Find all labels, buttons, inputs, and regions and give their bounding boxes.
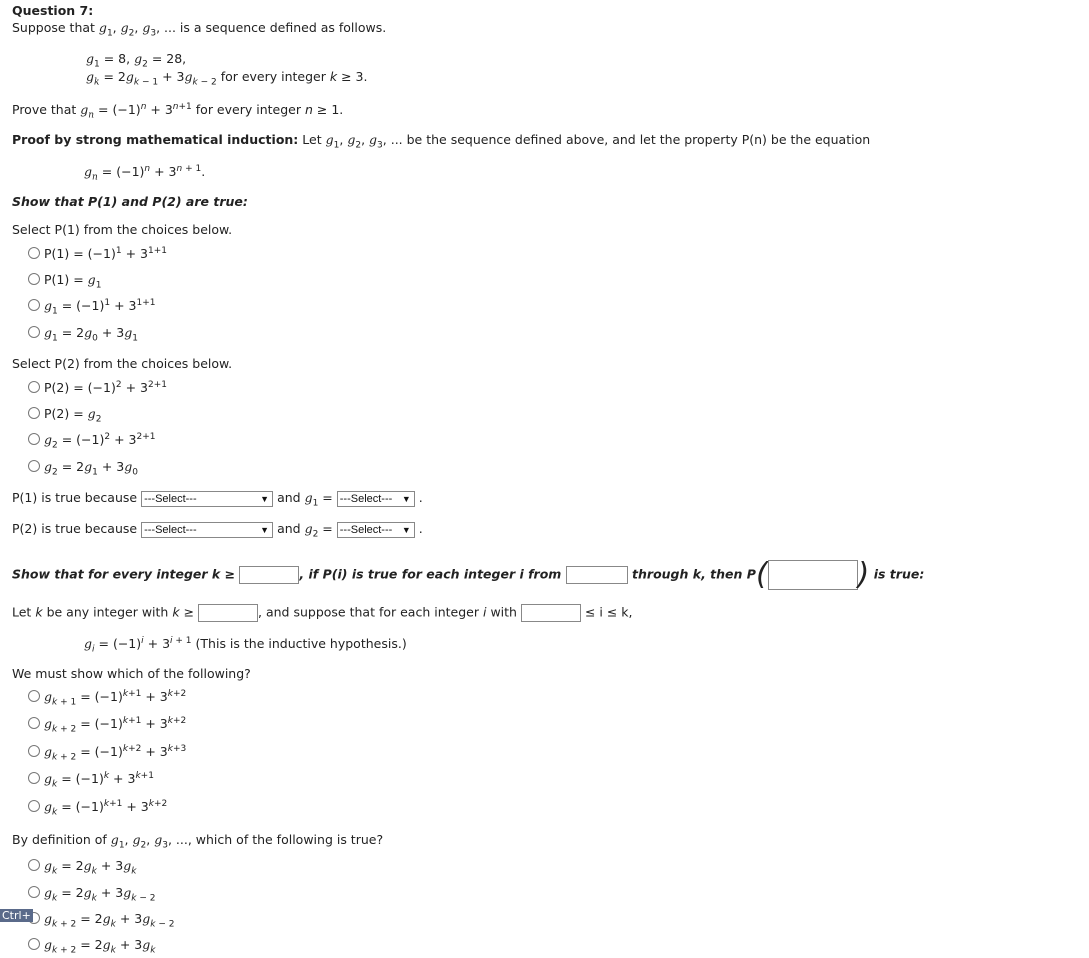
i-start-input[interactable] [566,566,628,584]
radio-button[interactable] [28,745,40,757]
by-definition-a: By definition of [12,832,107,847]
i-min-input[interactable] [521,604,581,622]
k-lower-bound-input[interactable] [239,566,299,584]
def-gk-text: for every integer [220,69,326,84]
p2-option-2[interactable]: $P(2) = g_2$ [28,406,101,425]
def-g1: = 8, [103,51,131,66]
select-value: ---Select--- [339,492,393,505]
show-option-3[interactable]: $g_{k + 2} = (-1)^{k+2} + 3^{k+3}$ [28,744,186,763]
select-value: ---Select--- [144,492,197,505]
p1-option-2[interactable]: $P(1) = g_1$ [28,272,101,291]
proof-text-a: Let [302,132,322,147]
property-equation: $g_n = (-1)^n + 3^{n + 1}$. [84,164,206,183]
k-min-input[interactable] [198,604,258,622]
def-option-4[interactable]: $g_{k + 2} = 2g_k + 3g_k$ [28,937,155,956]
by-definition-b: which of the following is true? [195,832,384,847]
let-text-e: ≤ i ≤ k, [584,604,633,620]
chevron-down-icon: ▼ [260,524,270,535]
radio-button[interactable] [28,690,40,702]
radio-button[interactable] [28,433,40,445]
chevron-down-icon: ▼ [401,524,411,535]
radio-button[interactable] [28,772,40,784]
show-option-4[interactable]: $g_k = (-1)^k + 3^{k+1}$ [28,771,154,790]
inductive-heading [12,557,925,592]
g2-value-select[interactable] [337,522,415,538]
chevron-down-icon: ▼ [401,493,411,504]
inductive-hypothesis: $g_i = (-1)^i + 3^{i + 1}$ (This is the inductive hypothesis.) [84,636,407,655]
prove-line: Prove that $g_n = (-1)^n + 3^{n+1}$ for every integer n ≥ 1. [12,102,344,121]
inductive-heading-b: , if P(i) is true for each integer i from [299,566,562,582]
select-value: ---Select--- [339,523,393,536]
p1-option-4[interactable]: $g_1 = 2g_0 + 3g_1$ [28,325,138,344]
chevron-down-icon: ▼ [260,493,270,504]
intro-line: Suppose that $g_1$, $g_2$, $g_3$, ... is a sequence defined as follows. [12,20,387,39]
inductive-heading-d: is true: [873,566,925,582]
proof-label: Proof by strong mathematical induction: [12,132,299,147]
hypothesis-note: (This is the inductive hypothesis.) [195,636,407,652]
radio-button[interactable] [28,247,40,259]
radio-button[interactable] [28,886,40,898]
p1-option-3[interactable]: $g_1 = (-1)^1 + 3^{1+1}$ [28,298,155,317]
def-line-2: $g_k = 2g_{k - 1} + 3g_{k - 2}$ for every integer k ≥ 3. [86,69,368,88]
radio-button[interactable] [28,717,40,729]
def-g2: = 28, [151,51,187,66]
p-argument-input[interactable] [768,560,858,590]
p2-option-4[interactable]: $g_2 = 2g_1 + 3g_0$ [28,459,138,478]
def-option-3[interactable]: $g_{k + 2} = 2g_k + 3g_{k - 2}$ [28,911,174,930]
radio-button[interactable] [28,859,40,871]
def-option-1[interactable]: $g_k = 2g_k + 3g_k$ [28,858,136,877]
left-paren: ( [755,557,768,592]
let-text-b: be any integer with [46,604,169,620]
intro-text-a: Suppose that [12,20,95,35]
p1-true-row: P(1) is true because ---Select--- ▼ and $g_1$ = ---Select--- ▼ . [12,490,423,509]
radio-button[interactable] [28,800,40,812]
prove-text-a: Prove that [12,102,77,118]
show-option-5[interactable]: $g_k = (-1)^{k+1} + 3^{k+2}$ [28,799,167,818]
right-paren: ) [857,557,870,592]
by-definition-line: By definition of $g_1$, $g_2$, $g_3$, ..., which of the following is true? [12,832,384,851]
p1-reason-select[interactable] [141,491,273,507]
def-gk-cond: ≥ 3. [341,69,368,84]
p2-option-3[interactable]: $g_2 = (-1)^2 + 3^{2+1}$ [28,432,155,451]
let-text-c: , and suppose that for each integer [258,604,479,620]
radio-button[interactable] [28,326,40,338]
p2-option-1[interactable]: $P(2) = (-1)^2 + 3^{2+1}$ [28,380,167,395]
select-value: ---Select--- [144,523,197,536]
prove-text-b: for every integer [195,102,301,118]
must-show-label: We must show which of the following? [12,666,251,681]
select-p1-label: Select P(1) from the choices below. [12,222,233,237]
question-title: Question 7: [12,3,94,18]
p2-true-label: P(2) is true because [12,521,138,536]
let-k-row: Let k be any integer with k ≥ , and suppose that for each integer i with ≤ i ≤ k, [12,604,633,622]
inductive-heading-c: through k, then P [632,566,756,582]
show-option-1[interactable]: $g_{k + 1} = (-1)^{k+1} + 3^{k+2}$ [28,689,186,708]
p1-true-label: P(1) is true because [12,490,138,505]
base-heading: Show that P(1) and P(2) are true: [12,194,248,209]
proof-text-b: be the sequence defined above, and let the property P(n) be the equation [406,132,871,147]
select-p2-label: Select P(2) from the choices below. [12,356,233,371]
def-option-2[interactable]: $g_k = 2g_k + 3g_{k - 2}$ [28,885,155,904]
prove-text-c: ≥ 1. [316,102,344,118]
radio-button[interactable] [28,938,40,950]
inductive-heading-a: Show that for every integer k ≥ [12,566,236,582]
show-option-2[interactable]: $g_{k + 2} = (-1)^{k+1} + 3^{k+2}$ [28,716,186,735]
ctrl-shortcut-badge: Ctrl+ [2,909,31,922]
p2-true-row: P(2) is true because ---Select--- ▼ and $g_2$ = ---Select--- ▼ . [12,521,423,540]
radio-button[interactable] [28,381,40,393]
and-label: and [277,521,301,536]
proof-line: Proof by strong mathematical induction: Let $g_1$, $g_2$, $g_3$, ... be the sequence defined above, and let the property P(n) be the equation [12,132,871,151]
and-label: and [277,490,301,505]
radio-button[interactable] [28,460,40,472]
p1-option-1[interactable]: $P(1) = (-1)^1 + 3^{1+1}$ [28,246,167,261]
g1-value-select[interactable] [337,491,415,507]
def-line-1: $g_1 = 8$, $g_2 = 28$, [86,51,187,70]
let-text-a: Let [12,604,32,620]
radio-button[interactable] [28,299,40,311]
intro-text-b: is a sequence defined as follows. [179,20,387,35]
radio-button[interactable] [28,407,40,419]
radio-button[interactable] [28,273,40,285]
p2-reason-select[interactable] [141,522,273,538]
let-text-d: with [490,604,517,620]
